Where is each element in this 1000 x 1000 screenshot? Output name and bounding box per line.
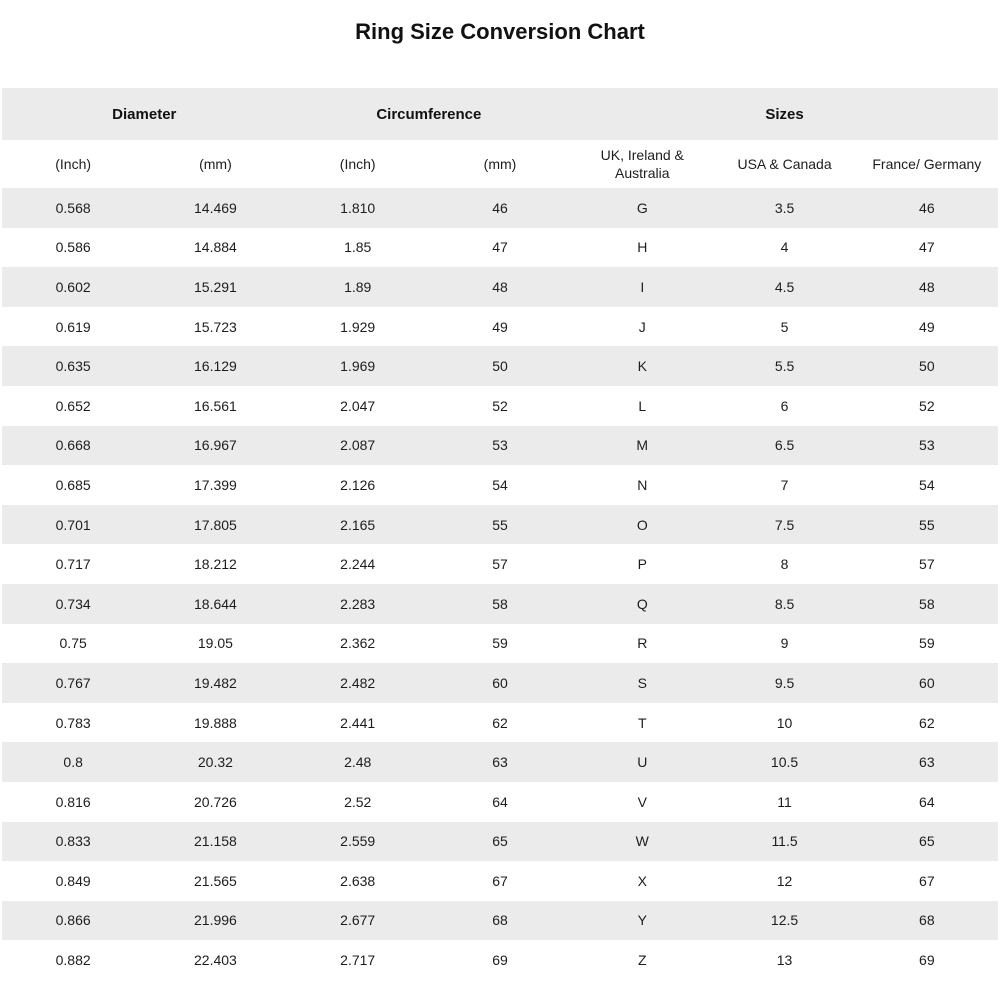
cell-diameter-mm: 14.469	[194, 199, 237, 216]
cell-circumference-mm: 65	[492, 833, 508, 850]
cell-size-usa: 4	[780, 239, 789, 256]
cell-size-uk: L	[638, 397, 647, 414]
cell-circumference-inch: 1.89	[344, 278, 372, 295]
table-row	[2, 346, 998, 386]
column-header-circumference-inch: (Inch)	[287, 140, 429, 188]
cell-size-usa: 7.5	[774, 516, 795, 533]
cell-size-uk: V	[637, 793, 647, 810]
cell-diameter-inch: 0.8	[63, 754, 83, 771]
table-row	[2, 505, 998, 545]
column-header-diameter-inch: (Inch)	[2, 140, 144, 188]
cell-size-france: 69	[919, 952, 935, 969]
cell-size-usa: 9	[780, 635, 789, 652]
cell-size-usa: 5.5	[774, 358, 795, 375]
cell-diameter-mm: 21.565	[194, 872, 237, 889]
cell-size-uk: M	[636, 437, 649, 454]
cell-diameter-inch: 0.882	[55, 952, 91, 969]
cell-size-usa: 10.5	[770, 754, 799, 771]
cell-size-france: 54	[919, 476, 935, 493]
cell-size-usa: 5	[780, 318, 789, 335]
table-row	[2, 584, 998, 624]
table-row	[2, 544, 998, 584]
cell-circumference-mm: 46	[492, 199, 508, 216]
cell-size-uk: X	[637, 872, 647, 889]
cell-size-uk: J	[638, 318, 646, 335]
cell-size-france: 53	[919, 437, 935, 454]
cell-size-france: 55	[919, 516, 935, 533]
cell-diameter-mm: 14.884	[194, 239, 237, 256]
group-header-diameter: Diameter	[2, 88, 287, 140]
cell-circumference-mm: 48	[492, 278, 508, 295]
group-header-sizes: Sizes	[571, 88, 998, 140]
cell-circumference-inch: 1.929	[340, 318, 376, 335]
cell-size-france: 68	[919, 912, 935, 929]
cell-diameter-mm: 16.561	[194, 397, 237, 414]
table-header	[2, 88, 998, 188]
cell-diameter-mm: 22.403	[194, 952, 237, 969]
cell-circumference-inch: 2.48	[344, 754, 372, 771]
cell-diameter-mm: 21.158	[194, 833, 237, 850]
cell-diameter-mm: 19.888	[194, 714, 237, 731]
cell-circumference-mm: 55	[492, 516, 508, 533]
cell-size-uk: Q	[636, 595, 648, 612]
cell-diameter-inch: 0.685	[55, 476, 91, 493]
cell-circumference-mm: 63	[492, 754, 508, 771]
cell-diameter-mm: 20.726	[194, 793, 237, 810]
cell-diameter-inch: 0.586	[55, 239, 91, 256]
cell-diameter-inch: 0.734	[55, 595, 91, 612]
cell-circumference-inch: 2.441	[340, 714, 376, 731]
cell-size-france: 49	[919, 318, 935, 335]
cell-diameter-inch: 0.75	[59, 635, 87, 652]
cell-circumference-mm: 52	[492, 397, 508, 414]
table-row	[2, 307, 998, 347]
cell-diameter-inch: 0.783	[55, 714, 91, 731]
cell-diameter-inch: 0.602	[55, 278, 91, 295]
cell-size-france: 64	[919, 793, 935, 810]
cell-size-france: 48	[919, 278, 935, 295]
table-row	[2, 663, 998, 703]
cell-diameter-mm: 17.399	[194, 476, 237, 493]
table-row	[2, 901, 998, 941]
cell-size-uk: N	[637, 476, 648, 493]
cell-circumference-mm: 49	[492, 318, 508, 335]
cell-size-france: 59	[919, 635, 935, 652]
cell-size-france: 52	[919, 397, 935, 414]
cell-size-france: 58	[919, 595, 935, 612]
column-header-france-germany: France/ Germany	[856, 140, 998, 188]
column-header-circumference-mm: (mm)	[429, 140, 571, 188]
cell-size-france: 62	[919, 714, 935, 731]
cell-size-usa: 12.5	[770, 912, 799, 929]
cell-size-usa: 11	[777, 793, 792, 810]
cell-circumference-mm: 68	[492, 912, 508, 929]
cell-size-uk: S	[637, 674, 647, 691]
cell-size-usa: 13	[776, 952, 793, 969]
cell-circumference-inch: 2.165	[340, 516, 376, 533]
cell-circumference-inch: 2.52	[344, 793, 372, 810]
cell-diameter-inch: 0.635	[55, 358, 91, 375]
cell-diameter-mm: 19.482	[194, 674, 237, 691]
cell-size-usa: 4.5	[774, 278, 795, 295]
cell-diameter-inch: 0.701	[55, 516, 91, 533]
column-header-usa-canada: USA & Canada	[713, 140, 855, 188]
cell-diameter-mm: 19.05	[197, 635, 233, 652]
cell-size-uk: G	[636, 199, 648, 216]
cell-diameter-inch: 0.668	[55, 437, 91, 454]
cell-diameter-inch: 0.652	[55, 397, 91, 414]
cell-diameter-inch: 0.866	[55, 912, 91, 929]
cell-diameter-inch: 0.568	[55, 199, 91, 216]
cell-size-usa: 8.5	[774, 595, 795, 612]
cell-size-uk: R	[637, 635, 648, 652]
table-row	[2, 624, 998, 664]
cell-size-uk: O	[636, 516, 648, 533]
cell-circumference-inch: 2.677	[340, 912, 376, 929]
cell-size-uk: Z	[637, 952, 647, 969]
cell-size-france: 60	[919, 674, 935, 691]
cell-circumference-inch: 2.638	[340, 872, 376, 889]
cell-size-usa: 12	[776, 872, 793, 889]
cell-diameter-inch: 0.833	[55, 833, 91, 850]
cell-size-usa: 6	[780, 397, 789, 414]
cell-size-uk: K	[637, 358, 647, 375]
table-row	[2, 228, 998, 268]
group-header-circumference: Circumference	[287, 88, 572, 140]
column-header-uk-ireland-australia: UK, Ireland & Australia	[571, 140, 713, 188]
column-header-diameter-mm: (mm)	[144, 140, 286, 188]
table-row	[2, 465, 998, 505]
cell-circumference-mm: 59	[492, 635, 508, 652]
cell-size-france: 50	[919, 358, 935, 375]
cell-diameter-inch: 0.717	[55, 556, 91, 573]
cell-size-france: 67	[919, 872, 935, 889]
cell-size-usa: 8	[780, 556, 789, 573]
table-row	[2, 940, 998, 980]
table-row	[2, 742, 998, 782]
cell-size-france: 46	[919, 199, 935, 216]
cell-size-france: 65	[919, 833, 935, 850]
cell-circumference-mm: 60	[492, 674, 508, 691]
cell-circumference-inch: 2.362	[340, 635, 376, 652]
cell-diameter-mm: 15.723	[194, 318, 237, 335]
table-row	[2, 703, 998, 743]
cell-size-usa: 11.5	[771, 833, 798, 850]
cell-diameter-mm: 15.291	[194, 278, 237, 295]
cell-size-france: 47	[919, 239, 935, 256]
cell-circumference-mm: 58	[492, 595, 508, 612]
cell-diameter-mm: 20.32	[197, 754, 233, 771]
cell-size-uk: W	[635, 833, 649, 850]
cell-circumference-inch: 2.087	[340, 437, 376, 454]
cell-diameter-mm: 16.129	[194, 358, 237, 375]
cell-diameter-mm: 21.996	[194, 912, 237, 929]
cell-size-uk: T	[637, 714, 647, 731]
cell-circumference-mm: 64	[492, 793, 508, 810]
table-row	[2, 861, 998, 901]
cell-circumference-mm: 69	[492, 952, 508, 969]
cell-circumference-inch: 2.717	[340, 952, 376, 969]
cell-size-uk: P	[637, 556, 647, 573]
cell-circumference-inch: 2.559	[340, 833, 376, 850]
cell-size-france: 57	[919, 556, 935, 573]
cell-circumference-mm: 53	[492, 437, 508, 454]
cell-diameter-inch: 0.849	[55, 872, 91, 889]
cell-size-france: 63	[919, 754, 935, 771]
table-body	[2, 188, 998, 980]
cell-circumference-mm: 62	[492, 714, 508, 731]
cell-circumference-inch: 2.244	[340, 556, 376, 573]
cell-circumference-inch: 1.85	[344, 239, 372, 256]
table-row	[2, 822, 998, 862]
ring-size-conversion-table	[2, 88, 998, 980]
cell-diameter-mm: 18.644	[194, 595, 237, 612]
cell-circumference-mm: 54	[492, 476, 508, 493]
cell-circumference-mm: 50	[492, 358, 508, 375]
cell-size-usa: 7	[780, 476, 789, 493]
cell-size-usa: 9.5	[774, 674, 795, 691]
cell-size-usa: 3.5	[774, 199, 795, 216]
cell-size-uk: I	[640, 278, 645, 295]
cell-circumference-inch: 2.482	[340, 674, 376, 691]
cell-circumference-inch: 1.969	[340, 358, 376, 375]
cell-diameter-inch: 0.767	[55, 674, 91, 691]
cell-diameter-mm: 16.967	[194, 437, 237, 454]
cell-diameter-inch: 0.816	[55, 793, 91, 810]
table-row	[2, 782, 998, 822]
table-subheader-row	[2, 140, 998, 188]
cell-size-usa: 6.5	[774, 437, 795, 454]
table-row	[2, 426, 998, 466]
page-title: Ring Size Conversion Chart	[355, 19, 645, 44]
table-row	[2, 188, 998, 228]
cell-diameter-inch: 0.619	[55, 318, 91, 335]
cell-circumference-mm: 47	[492, 239, 508, 256]
cell-size-uk: H	[637, 239, 648, 256]
table-row	[2, 267, 998, 307]
cell-size-uk: Y	[637, 912, 647, 929]
cell-diameter-mm: 17.805	[194, 516, 237, 533]
cell-circumference-inch: 2.047	[340, 397, 376, 414]
cell-diameter-mm: 18.212	[194, 556, 237, 573]
table-group-header-row	[2, 88, 998, 140]
cell-circumference-mm: 57	[492, 556, 508, 573]
cell-circumference-inch: 2.126	[340, 476, 376, 493]
cell-circumference-inch: 2.283	[340, 595, 376, 612]
cell-size-usa: 10	[776, 714, 793, 731]
cell-circumference-mm: 67	[492, 872, 508, 889]
table-row	[2, 386, 998, 426]
cell-circumference-inch: 1.810	[340, 199, 376, 216]
cell-size-uk: U	[637, 754, 648, 771]
